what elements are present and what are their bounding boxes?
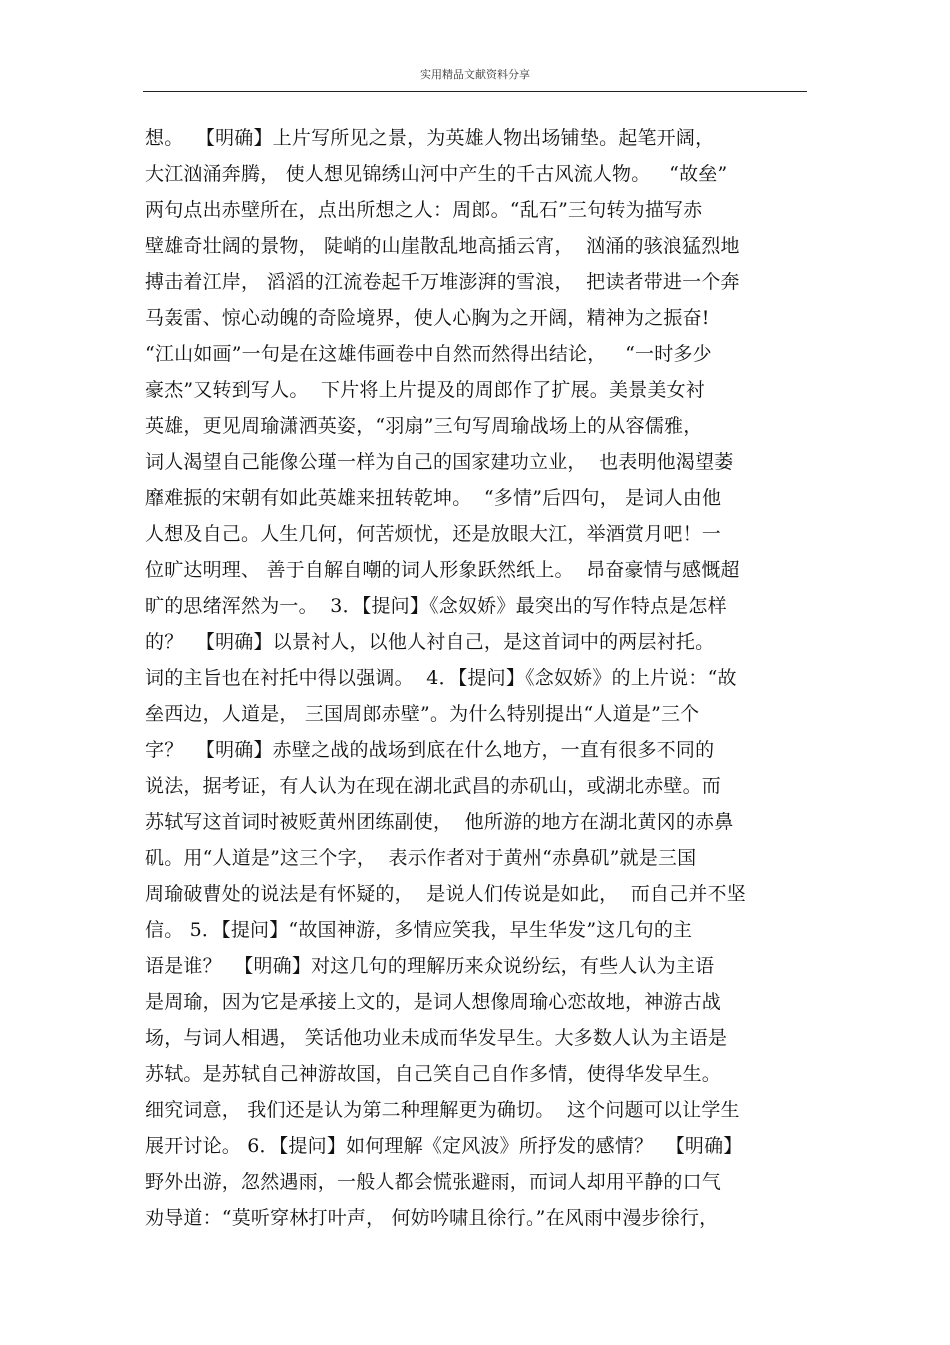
page-header-title: 实用精品文献资料分享 <box>420 68 530 81</box>
text-line: 说法，据考证，有人认为在现在湖北武昌的赤矶山，或湖北赤壁。而 <box>145 775 722 797</box>
text-line: 壁雄奇壮阔的景物， 陡峭的山崖散乱地高插云宵， 汹涌的骇浪猛烈地 <box>145 235 740 257</box>
text-line: 语是谁？ 【明确】对这几句的理解历来众说纷纭，有些人认为主语 <box>145 955 715 977</box>
text-line: 字？ 【明确】赤壁之战的战场到底在什么地方，一直有很多不同的 <box>145 739 715 761</box>
text-line: “江山如画”一句是在这雄伟画卷中自然而然得出结论， “一时多少 <box>145 343 712 365</box>
text-line: 展开讨论。 6．【提问】如何理解《定风波》所抒发的感情？ 【明确】 <box>145 1135 743 1157</box>
text-line: 大江汹涌奔腾， 使人想见锦绣山河中产生的千古风流人物。 “故垒” <box>145 163 728 185</box>
text-line: 想。 【明确】上片写所见之景，为英雄人物出场铺垫。起笔开阔， <box>145 127 715 149</box>
text-line: 垒西边，人道是， 三国周郎赤壁”。为什么特别提出“人道是”三个 <box>145 703 700 725</box>
text-line: 苏轼写这首词时被贬黄州团练副使， 他所游的地方在湖北黄冈的赤鼻 <box>145 811 734 833</box>
text-line: 马轰雷、惊心动魄的奇险境界，使人心胸为之开阔，精神为之振奋! <box>145 307 710 329</box>
text-line: 两句点出赤壁所在，点出所想之人：周郎。“乱石”三句转为描写赤 <box>145 199 703 221</box>
text-line: 词人渴望自己能像公瑾一样为自己的国家建功立业， 也表明他渴望萎 <box>145 451 734 473</box>
text-line: 周瑜破曹处的说法是有怀疑的， 是说人们传说是如此， 而自己并不坚 <box>145 883 746 905</box>
text-line: 词的主旨也在衬托中得以强调。 4．【提问】《念奴娇》的上片说：“故 <box>145 667 737 689</box>
text-line: 搏击着江岸， 滔滔的江流卷起千万堆澎湃的雪浪， 把读者带进一个奔 <box>145 271 740 293</box>
text-line: 靡难振的宋朝有如此英雄来扭转乾坤。 “多情”后四句， 是词人由他 <box>145 487 722 509</box>
text-line: 是周瑜，因为它是承接上文的，是词人想像周瑜心恋故地，神游古战 <box>145 991 722 1013</box>
text-line: 位旷达明理、 善于自解自嘲的词人形象跃然纸上。 昂奋豪情与感慨超 <box>145 559 740 581</box>
document-body <box>145 120 825 1236</box>
text-line: 旷的思绪浑然为一。 3．【提问】《念奴娇》最突出的写作特点是怎样 <box>145 595 727 617</box>
text-line: 矶。用“人道是”这三个字， 表示作者对于黄州“赤鼻矶”就是三国 <box>145 847 697 869</box>
header-divider <box>143 91 807 92</box>
text-line: 信。 5．【提问】“故国神游，多情应笑我，早生华发”这几句的主 <box>145 919 693 941</box>
text-line: 劝导道：“莫听穿林打叶声， 何妨吟啸且徐行。”在风雨中漫步徐行， <box>145 1207 719 1229</box>
text-line: 野外出游，忽然遇雨，一般人都会慌张避雨，而词人却用平静的口气 <box>145 1171 722 1193</box>
text-line: 场，与词人相遇， 笑话他功业未成而华发早生。大多数人认为主语是 <box>145 1027 728 1049</box>
text-line: 人想及自己。人生几何，何苦烦忧，还是放眼大江，举酒赏月吧！一 <box>145 523 722 545</box>
text-line: 英雄，更见周瑜潇洒英姿，“羽扇”三句写周瑜战场上的从容儒雅， <box>145 415 703 437</box>
text-line: 的？ 【明确】以景衬人，以他人衬自己，是这首词中的两层衬托。 <box>145 631 715 653</box>
text-line: 豪杰”又转到写人。 下片将上片提及的周郎作了扩展。美景美女衬 <box>145 379 705 401</box>
text-line: 细究词意， 我们还是认为第二种理解更为确切。 这个问题可以让学生 <box>145 1099 740 1121</box>
text-line: 苏轼。是苏轼自己神游故国，自己笑自己自作多情，使得华发早生。 <box>145 1063 722 1085</box>
